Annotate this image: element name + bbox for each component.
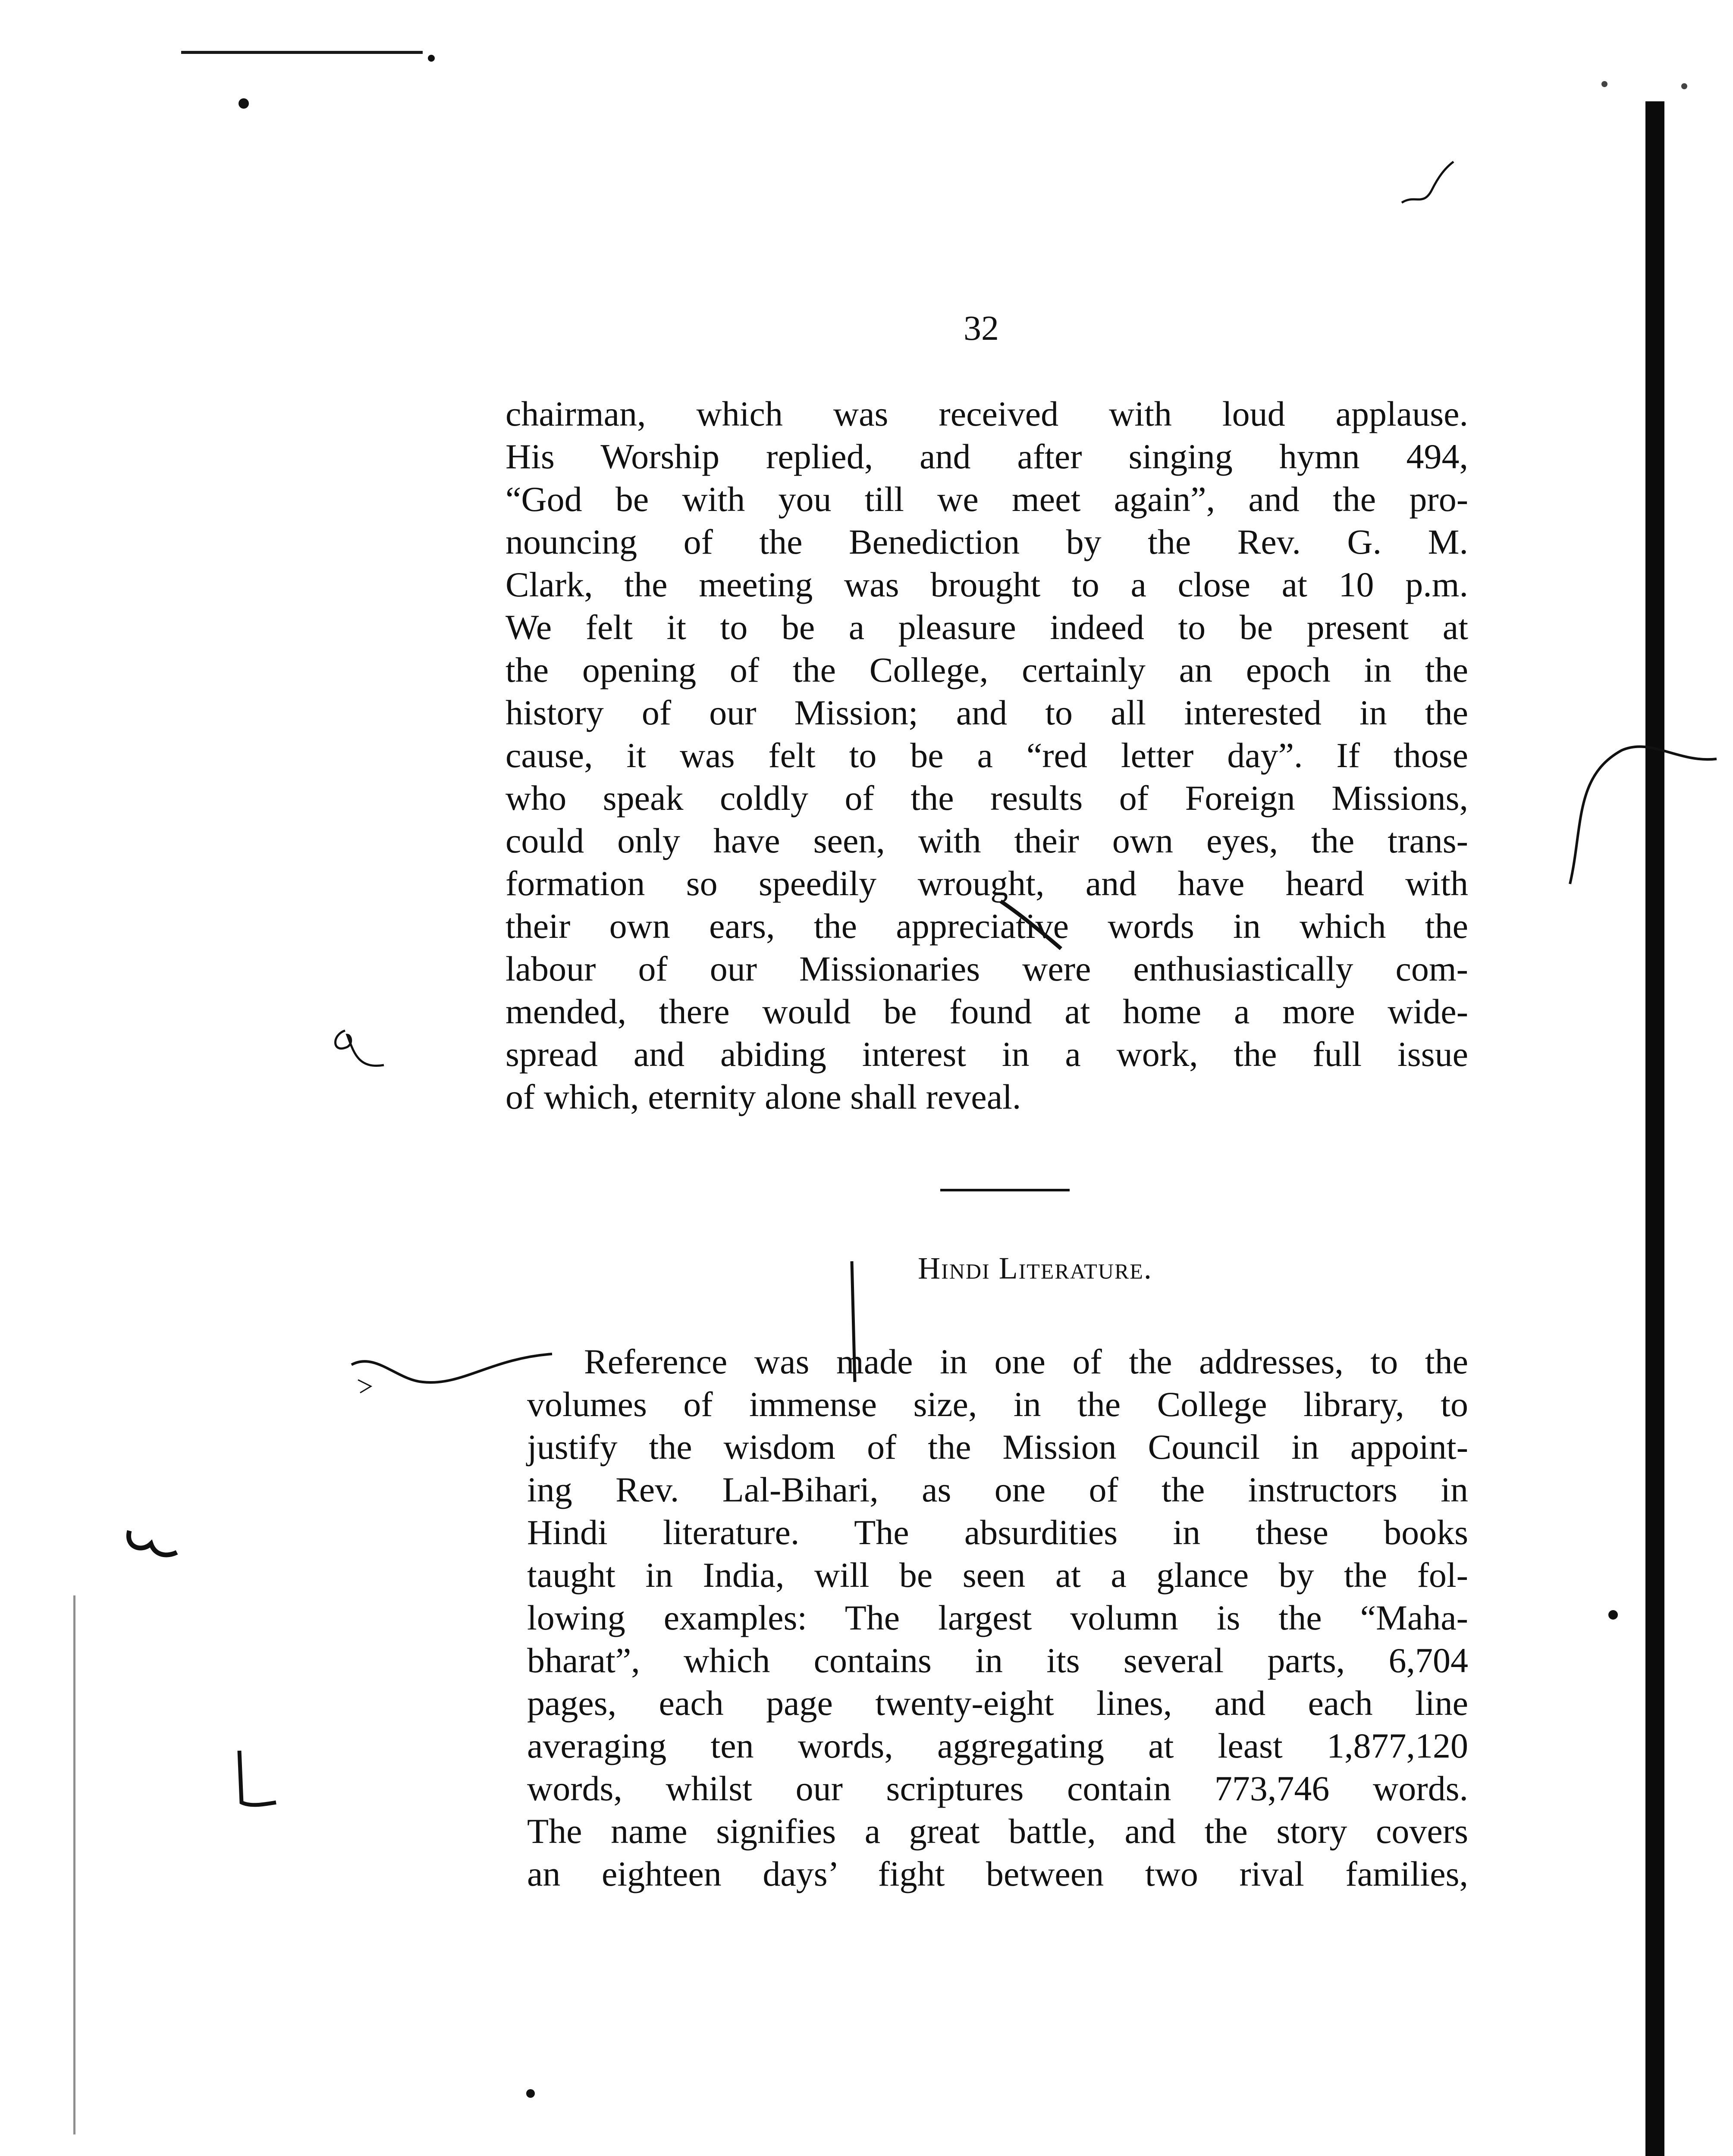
text-line: their own ears, the appreciative words in which the	[505, 906, 1468, 946]
text-line: an eighteen days’ fight between two rival families,	[527, 1854, 1468, 1893]
text-line: of which, eternity alone shall reveal.	[505, 1077, 1021, 1116]
text-line: chairman, which was received with loud applause.	[505, 394, 1468, 433]
text-line: ing Rev. Lal-Bihari, as one of the instructors in	[527, 1470, 1468, 1509]
text-line: The name signifies a great battle, and the story covers	[527, 1811, 1468, 1851]
text-line: history of our Mission; and to all interested in the	[505, 693, 1468, 732]
page-number: 32	[964, 308, 999, 348]
text-line: Reference was made in one of the addresses, to the	[584, 1342, 1468, 1381]
text-line: bharat”, which contains in its several parts, 6,704	[527, 1641, 1468, 1680]
text-line: who speak coldly of the results of Foreign Missions,	[505, 778, 1468, 818]
text-line: formation so speedily wrought, and have heard with	[505, 864, 1468, 903]
text-line: lowing examples: The largest volumn is the “Maha-	[527, 1598, 1468, 1637]
text-line: pages, each page twenty-eight lines, and each line	[527, 1683, 1468, 1723]
text-line: could only have seen, with their own eyes, the trans-	[505, 821, 1468, 860]
text-line: “God be with you till we meet again”, and the pro-	[505, 479, 1468, 519]
text-line: mended, there would be found at home a more wide-	[505, 992, 1468, 1031]
text-line: volumes of immense size, in the College library, to	[527, 1385, 1468, 1424]
text-line: labour of our Missionaries were enthusiastically com-	[505, 949, 1468, 988]
text-line: We felt it to be a pleasure indeed to be present at	[505, 608, 1468, 647]
text-line: nouncing of the Benediction by the Rev. G. M.	[505, 522, 1468, 561]
section-heading: Hindi Literature.	[918, 1251, 1152, 1285]
text-line: cause, it was felt to be a “red letter day”. If those	[505, 736, 1468, 775]
text-line: words, whilst our scriptures contain 773,746 words.	[527, 1769, 1468, 1808]
text-line: justify the wisdom of the Mission Council in appoint-	[527, 1427, 1468, 1467]
text-line: averaging ten words, aggregating at least 1,877,120	[527, 1726, 1468, 1765]
text-line: Hindi literature. The absurdities in these books	[527, 1513, 1468, 1552]
text-line: Clark, the meeting was brought to a close at 10 p.m.	[505, 565, 1468, 604]
text-line: His Worship replied, and after singing hymn 494,	[505, 437, 1468, 476]
text-line: spread and abiding interest in a work, the full issue	[505, 1034, 1468, 1074]
text-line: the opening of the College, certainly an epoch in the	[505, 650, 1468, 689]
text-line: taught in India, will be seen at a glance by the fol-	[527, 1555, 1468, 1595]
